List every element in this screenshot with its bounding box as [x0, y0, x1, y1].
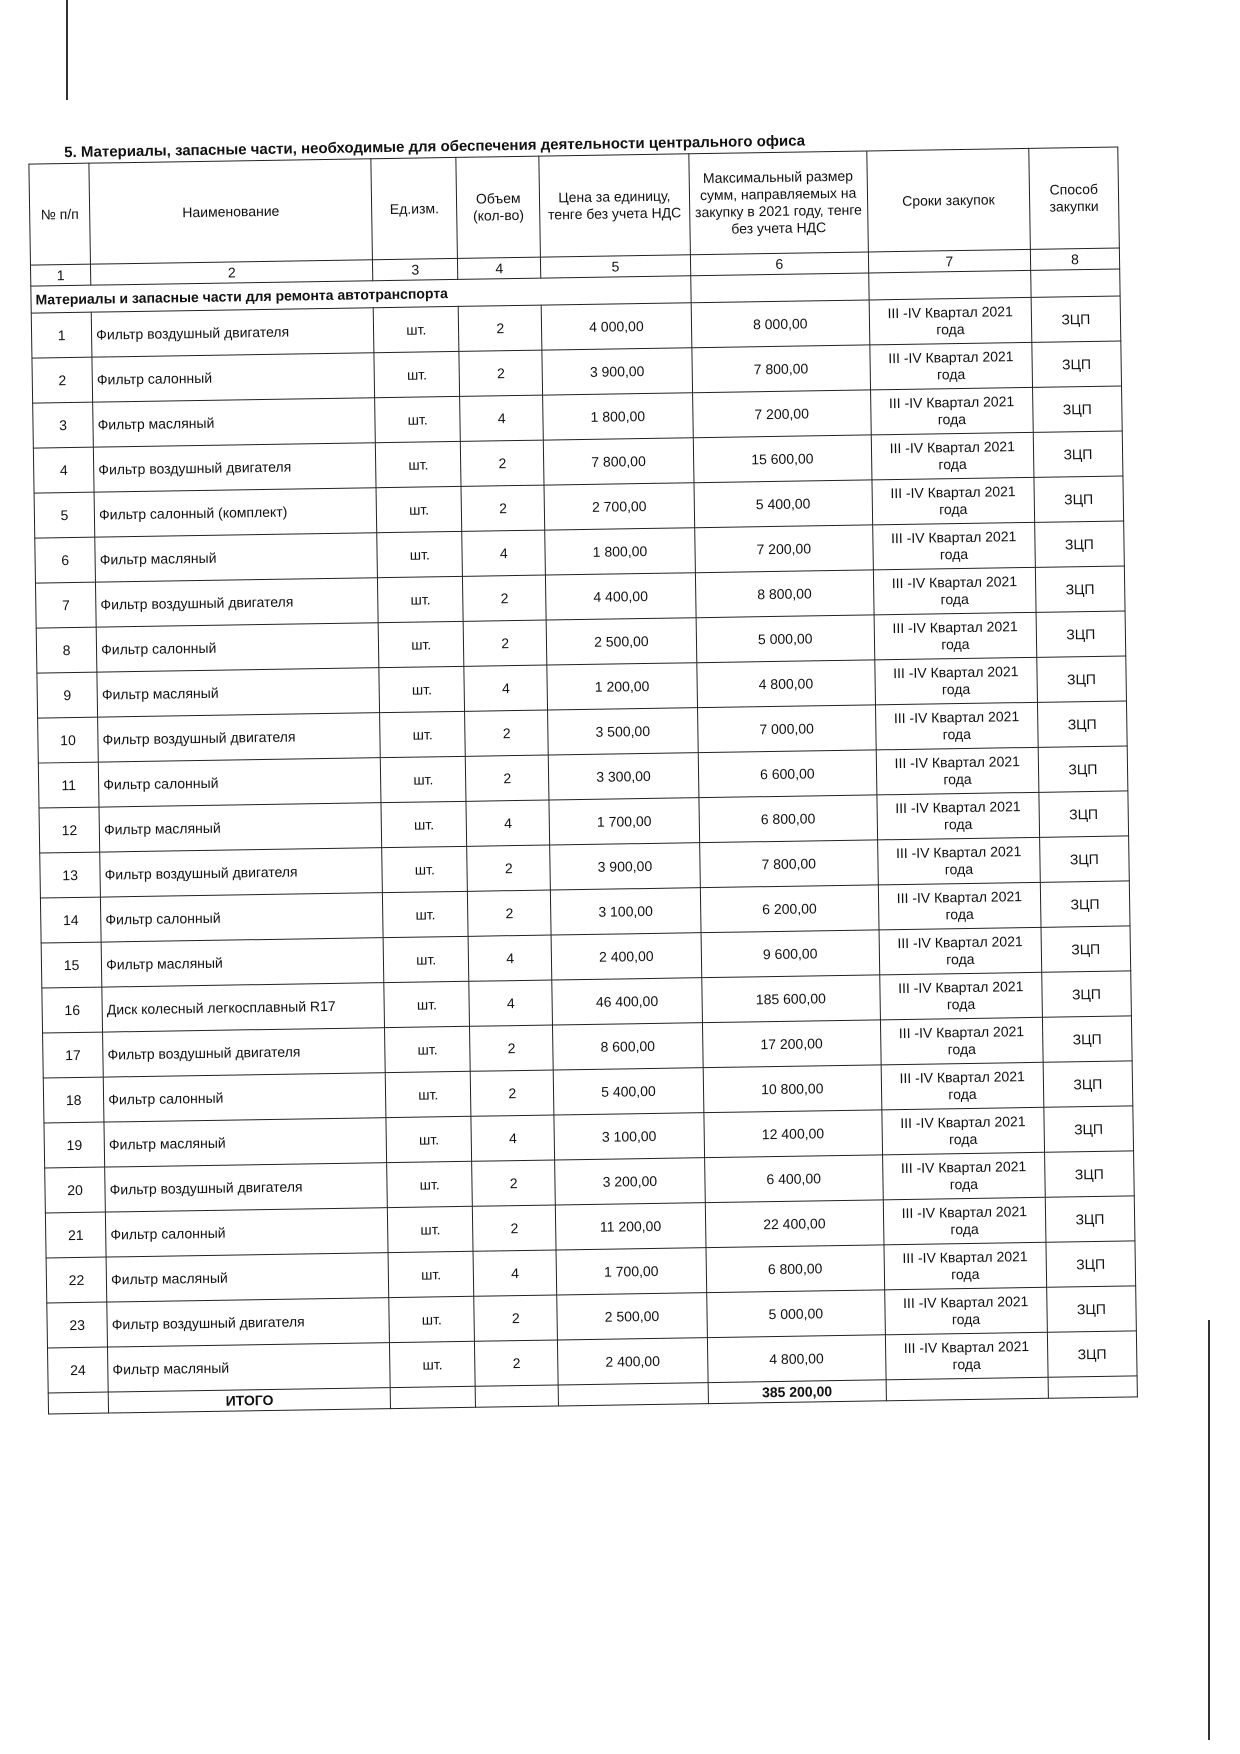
row-number: 12 [39, 807, 100, 853]
item-name: Фильтр воздушный двигателя [107, 1298, 390, 1347]
item-price: 1 700,00 [556, 1248, 706, 1295]
item-name: Фильтр масляный [99, 803, 382, 852]
total-blank-cell [886, 1377, 1048, 1401]
item-unit: шт. [382, 846, 468, 892]
item-quantity: 4 [464, 665, 548, 711]
item-price: 4 000,00 [541, 303, 691, 350]
row-number: 24 [47, 1347, 108, 1393]
row-number: 23 [47, 1302, 108, 1348]
item-price: 1 700,00 [549, 798, 699, 845]
total-blank-cell [48, 1392, 108, 1414]
item-method: ЗЦП [1037, 701, 1127, 747]
item-quantity: 2 [475, 1340, 559, 1386]
item-method: ЗЦП [1032, 386, 1122, 432]
item-name: Фильтр салонный [92, 353, 375, 402]
col-header-unit: Ед.изм. [371, 157, 458, 259]
item-unit: шт. [383, 891, 469, 937]
item-price: 2 500,00 [557, 1293, 707, 1340]
total-blank-cell [1048, 1376, 1138, 1398]
item-term: III -IV Квартал 2021 года [871, 432, 1033, 480]
item-quantity: 2 [465, 710, 549, 756]
item-method: ЗЦП [1041, 926, 1131, 972]
item-quantity: 2 [472, 1160, 556, 1206]
total-blank-cell [475, 1385, 558, 1407]
item-quantity: 2 [474, 1295, 558, 1341]
column-number: 5 [541, 255, 691, 278]
item-name: Фильтр масляный [108, 1343, 391, 1392]
item-quantity: 4 [469, 980, 553, 1026]
item-method: ЗЦП [1042, 1016, 1132, 1062]
item-unit: шт. [374, 351, 460, 397]
item-price: 1 800,00 [545, 528, 695, 575]
item-term: III -IV Квартал 2021 года [884, 1242, 1046, 1290]
column-number: 7 [868, 249, 1030, 273]
item-price: 2 500,00 [546, 618, 696, 665]
item-method: ЗЦП [1034, 521, 1124, 567]
row-number: 14 [40, 897, 101, 943]
item-price: 1 800,00 [543, 393, 693, 440]
item-price: 46 400,00 [552, 978, 702, 1025]
item-sum: 22 400,00 [705, 1200, 884, 1248]
item-unit: шт. [375, 396, 461, 442]
item-method: ЗЦП [1034, 476, 1124, 522]
item-method: ЗЦП [1031, 296, 1121, 342]
item-price: 7 800,00 [544, 438, 694, 485]
document-page [28, 128, 1138, 1415]
item-sum: 7 000,00 [697, 705, 876, 753]
item-name: Фильтр масляный [95, 533, 378, 582]
row-number: 1 [31, 312, 92, 358]
item-term: III -IV Квартал 2021 года [873, 567, 1035, 615]
item-term: III -IV Квартал 2021 года [879, 927, 1041, 975]
item-name: Фильтр воздушный двигателя [91, 308, 374, 357]
section-heading: 5. Материалы, запасные части, необходимые для обеспечения деятельности центрального офиса [64, 132, 806, 162]
row-number: 13 [40, 852, 101, 898]
item-sum: 6 800,00 [699, 795, 878, 843]
header-row [29, 147, 1119, 265]
item-price: 4 400,00 [546, 573, 696, 620]
row-number: 2 [32, 357, 93, 403]
item-method: ЗЦП [1039, 791, 1129, 837]
item-method: ЗЦП [1036, 611, 1126, 657]
column-number: 1 [30, 264, 90, 286]
row-number: 6 [35, 537, 96, 583]
item-price: 2 400,00 [558, 1338, 708, 1385]
row-number: 19 [44, 1122, 105, 1168]
item-unit: шт. [381, 801, 467, 847]
item-term: III -IV Квартал 2021 года [885, 1287, 1047, 1335]
item-quantity: 2 [470, 1070, 554, 1116]
item-term: III -IV Квартал 2021 года [876, 747, 1038, 795]
item-quantity: 2 [459, 350, 543, 396]
item-method: ЗЦП [1037, 656, 1127, 702]
table-body [31, 269, 1138, 1414]
item-price: 3 300,00 [548, 753, 698, 800]
item-name: Фильтр воздушный двигателя [103, 1028, 386, 1077]
item-price: 2 700,00 [544, 483, 694, 530]
row-number: 21 [45, 1212, 106, 1258]
row-number: 10 [38, 717, 99, 763]
row-number: 9 [37, 672, 98, 718]
item-quantity: 2 [458, 305, 542, 351]
item-unit: шт. [383, 936, 469, 982]
item-method: ЗЦП [1032, 341, 1122, 387]
row-number: 5 [34, 492, 95, 538]
item-term: III -IV Квартал 2021 года [870, 342, 1032, 390]
item-quantity: 2 [461, 440, 545, 486]
item-name: Фильтр салонный [98, 758, 381, 807]
item-method: ЗЦП [1038, 746, 1128, 792]
item-sum: 6 800,00 [706, 1245, 885, 1293]
col-header-number: № п/п [29, 163, 91, 265]
item-quantity: 4 [462, 530, 546, 576]
column-number: 2 [91, 260, 373, 285]
item-sum: 7 800,00 [699, 840, 878, 888]
item-term: III -IV Квартал 2021 года [874, 612, 1036, 660]
item-quantity: 2 [470, 1025, 554, 1071]
item-name: Фильтр воздушный двигателя [105, 1163, 388, 1212]
item-price: 3 900,00 [550, 843, 700, 890]
section-blank-cell [869, 270, 1031, 300]
item-name: Фильтр салонный [103, 1073, 386, 1122]
item-term: III -IV Квартал 2021 года [875, 702, 1037, 750]
total-blank-cell [390, 1386, 475, 1408]
item-price: 3 100,00 [554, 1113, 704, 1160]
item-sum: 15 600,00 [693, 435, 872, 483]
item-price: 3 500,00 [548, 708, 698, 755]
item-sum: 12 400,00 [703, 1110, 882, 1158]
item-quantity: 2 [467, 845, 551, 891]
item-sum: 5 400,00 [694, 480, 873, 528]
item-term: III -IV Квартал 2021 года [877, 792, 1039, 840]
item-unit: шт. [376, 441, 462, 487]
row-number: 20 [45, 1167, 106, 1213]
item-term: III -IV Квартал 2021 года [878, 837, 1040, 885]
item-name: Фильтр воздушный двигателя [93, 443, 376, 492]
row-number: 15 [41, 942, 102, 988]
col-header-price: Цена за единицу, тенге без учета НДС [539, 154, 690, 257]
item-unit: шт. [378, 576, 464, 622]
item-name: Диск колесный легкосплавный R17 [102, 983, 385, 1032]
column-number: 4 [458, 257, 541, 279]
item-term: III -IV Квартал 2021 года [883, 1197, 1045, 1245]
item-quantity: 4 [471, 1115, 555, 1161]
item-name: Фильтр салонный (комплект) [94, 488, 377, 537]
col-header-quantity: Объем (кол-во) [456, 156, 541, 258]
item-method: ЗЦП [1047, 1331, 1137, 1377]
item-term: III -IV Квартал 2021 года [875, 657, 1037, 705]
item-method: ЗЦП [1044, 1106, 1134, 1152]
item-name: Фильтр салонный [96, 623, 379, 672]
item-unit: шт. [381, 756, 467, 802]
item-name: Фильтр воздушный двигателя [98, 713, 381, 762]
item-quantity: 2 [463, 620, 547, 666]
item-term: III -IV Квартал 2021 года [880, 1017, 1042, 1065]
column-number: 3 [373, 258, 458, 280]
item-name: Фильтр воздушный двигателя [96, 578, 379, 627]
item-sum: 4 800,00 [696, 660, 875, 708]
col-header-max-sum: Максимальный размер сумм, направляемых на закупку в 2021 году, тенге без учета НДС [688, 151, 868, 255]
item-term: III -IV Квартал 2021 года [880, 972, 1042, 1020]
item-unit: шт. [378, 621, 464, 667]
item-name: Фильтр салонный [101, 893, 384, 942]
item-method: ЗЦП [1040, 881, 1130, 927]
item-price: 3 200,00 [555, 1158, 705, 1205]
column-number: 6 [690, 252, 869, 276]
scan-edge-mark-bottom [1208, 1320, 1210, 1740]
item-sum: 6 400,00 [704, 1155, 883, 1203]
section-title: Материалы и запасные части для ремонта автотранспорта [31, 276, 691, 313]
item-sum: 6 600,00 [698, 750, 877, 798]
item-sum: 9 600,00 [701, 930, 880, 978]
procurement-table [28, 147, 1138, 1415]
item-sum: 7 800,00 [691, 345, 870, 393]
item-unit: шт. [385, 1026, 471, 1072]
row-number: 18 [43, 1077, 104, 1123]
row-number: 8 [36, 627, 97, 673]
item-sum: 10 800,00 [703, 1065, 882, 1113]
item-price: 2 400,00 [551, 933, 701, 980]
item-unit: шт. [385, 1071, 471, 1117]
item-name: Фильтр масляный [104, 1118, 387, 1167]
item-method: ЗЦП [1035, 566, 1125, 612]
item-sum: 17 200,00 [702, 1020, 881, 1068]
total-sum: 385 200,00 [708, 1380, 887, 1404]
item-unit: шт. [386, 1116, 472, 1162]
item-unit: шт. [389, 1296, 475, 1342]
item-quantity: 4 [473, 1250, 557, 1296]
item-method: ЗЦП [1046, 1286, 1136, 1332]
item-name: Фильтр масляный [93, 398, 376, 447]
col-header-terms: Сроки закупок [867, 148, 1030, 252]
item-unit: шт. [384, 981, 470, 1027]
column-number: 8 [1030, 248, 1120, 270]
row-number: 7 [35, 582, 96, 628]
item-price: 8 600,00 [553, 1023, 703, 1070]
item-sum: 4 800,00 [707, 1335, 886, 1383]
item-term: III -IV Квартал 2021 года [878, 882, 1040, 930]
total-label: ИТОГО [108, 1388, 390, 1413]
item-unit: шт. [376, 486, 462, 532]
item-price: 5 400,00 [553, 1068, 703, 1115]
item-name: Фильтр масляный [101, 938, 384, 987]
item-method: ЗЦП [1039, 836, 1129, 882]
item-method: ЗЦП [1041, 971, 1131, 1017]
item-sum: 8 800,00 [695, 570, 874, 618]
item-term: III -IV Квартал 2021 года [881, 1062, 1043, 1110]
item-term: III -IV Квартал 2021 года [885, 1332, 1047, 1380]
item-name: Фильтр масляный [106, 1253, 389, 1302]
item-unit: шт. [390, 1341, 476, 1387]
col-header-method: Способ закупки [1029, 147, 1120, 249]
item-quantity: 4 [460, 395, 544, 441]
section-blank-cell [1030, 269, 1120, 297]
item-quantity: 2 [461, 485, 545, 531]
item-method: ЗЦП [1046, 1241, 1136, 1287]
item-price: 3 100,00 [551, 888, 701, 935]
item-unit: шт. [388, 1206, 474, 1252]
row-number: 16 [42, 987, 103, 1033]
item-sum: 6 200,00 [700, 885, 879, 933]
section-blank-cell [690, 273, 869, 303]
item-name: Фильтр масляный [97, 668, 380, 717]
item-term: III -IV Квартал 2021 года [872, 477, 1034, 525]
item-unit: шт. [379, 666, 465, 712]
item-unit: шт. [388, 1251, 474, 1297]
item-name: Фильтр воздушный двигателя [100, 848, 383, 897]
item-sum: 7 200,00 [694, 525, 873, 573]
item-sum: 185 600,00 [701, 975, 880, 1023]
item-quantity: 2 [466, 755, 550, 801]
item-quantity: 4 [468, 935, 552, 981]
row-number: 4 [33, 447, 94, 493]
item-unit: шт. [387, 1161, 473, 1207]
row-number: 17 [43, 1032, 104, 1078]
item-quantity: 2 [473, 1205, 557, 1251]
item-method: ЗЦП [1033, 431, 1123, 477]
item-sum: 5 000,00 [696, 615, 875, 663]
item-term: III -IV Квартал 2021 года [883, 1152, 1045, 1200]
item-method: ЗЦП [1045, 1196, 1135, 1242]
item-quantity: 4 [466, 800, 550, 846]
row-number: 11 [38, 762, 99, 808]
item-sum: 5 000,00 [706, 1290, 885, 1338]
item-method: ЗЦП [1043, 1061, 1133, 1107]
item-term: III -IV Квартал 2021 года [882, 1107, 1044, 1155]
row-number: 22 [46, 1257, 107, 1303]
item-sum: 8 000,00 [691, 300, 870, 348]
col-header-name: Наименование [89, 159, 373, 264]
item-term: III -IV Квартал 2021 года [873, 522, 1035, 570]
scan-edge-mark-top [66, 0, 68, 100]
item-unit: шт. [377, 531, 463, 577]
item-unit: шт. [373, 306, 459, 352]
item-quantity: 2 [468, 890, 552, 936]
item-unit: шт. [380, 711, 466, 757]
item-price: 1 200,00 [547, 663, 697, 710]
total-blank-cell [558, 1383, 708, 1406]
item-name: Фильтр салонный [106, 1208, 389, 1257]
item-price: 11 200,00 [556, 1203, 706, 1250]
item-quantity: 2 [463, 575, 547, 621]
item-price: 3 900,00 [542, 348, 692, 395]
item-method: ЗЦП [1044, 1151, 1134, 1197]
item-term: III -IV Квартал 2021 года [871, 387, 1033, 435]
item-term: III -IV Квартал 2021 года [869, 297, 1031, 345]
row-number: 3 [33, 402, 94, 448]
item-sum: 7 200,00 [692, 390, 871, 438]
